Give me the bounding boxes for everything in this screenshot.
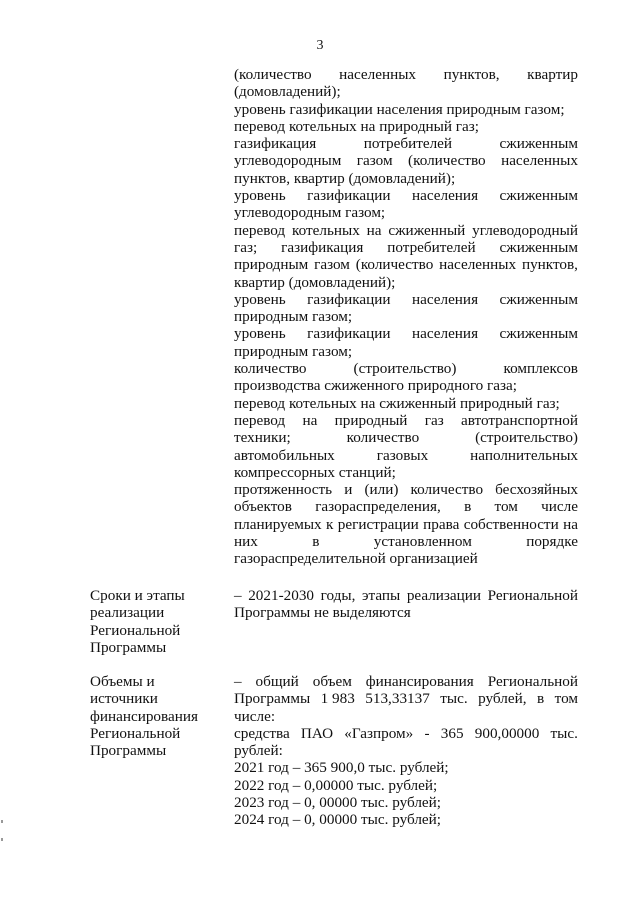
text-line: [234, 222, 578, 239]
word: сжиженным: [499, 187, 578, 205]
word: (количество: [408, 152, 486, 170]
text-line: рублей:: [234, 742, 283, 760]
word: том: [494, 498, 518, 516]
label-line: Программы: [90, 638, 167, 656]
word: 365: [440, 724, 464, 742]
word: установленном: [373, 533, 472, 551]
word: углеводородным: [234, 152, 342, 170]
text-line: [234, 690, 578, 707]
word: тыс.: [550, 724, 578, 742]
word: уровень: [234, 325, 286, 343]
word: на: [302, 411, 318, 429]
word: газификация: [234, 135, 317, 153]
word: газификации: [307, 187, 391, 205]
word: «Газпром»: [344, 724, 414, 742]
word: сжиженный: [388, 221, 466, 239]
word: количество: [234, 360, 307, 378]
word: потребителей: [387, 238, 476, 256]
word: 1 983: [320, 690, 355, 708]
word: Программы: [234, 690, 311, 708]
text-line: 2022 год – 0,00000 тыс. рублей;: [234, 776, 438, 794]
word: автотранспортной: [461, 411, 578, 429]
word: населения: [411, 290, 479, 308]
word: газ;: [234, 238, 258, 256]
word: реализации: [406, 587, 482, 604]
indicators-text-block: [234, 66, 578, 568]
word: газификации: [307, 325, 391, 343]
word: них: [234, 533, 258, 551]
word: 2021-2030: [248, 587, 315, 604]
text-line: квартир (домовладений);: [234, 273, 396, 291]
word: углеводородный: [472, 221, 578, 239]
text-line: [234, 516, 578, 533]
word: наполнительных: [470, 446, 578, 464]
word: Региональной: [487, 587, 578, 604]
text-line: [234, 291, 578, 308]
text-line: [234, 239, 578, 256]
word: природным: [234, 256, 309, 274]
word: населенных: [439, 256, 517, 274]
text-line: компрессорных станций;: [234, 463, 396, 481]
word: газификация: [281, 238, 364, 256]
word: на: [563, 515, 578, 533]
word: порядке: [526, 533, 578, 551]
word: пунктов,: [443, 66, 500, 83]
word: квартир: [527, 66, 578, 83]
word: 513,33137: [365, 690, 430, 708]
word: этапы: [361, 587, 401, 604]
page-number: 3: [316, 38, 324, 53]
text-line: [234, 152, 578, 169]
word: (количество: [234, 66, 312, 83]
text-line: [234, 481, 578, 498]
word: финансирования: [365, 673, 474, 690]
word: котельных: [291, 221, 360, 239]
word: уровень: [234, 290, 286, 308]
word: (или): [364, 481, 399, 499]
word: числе: [541, 498, 578, 516]
word: техники;: [234, 429, 291, 447]
word: права: [423, 515, 460, 533]
word: сжиженным: [499, 238, 578, 256]
word: тыс.: [440, 690, 468, 708]
word: собственности: [463, 515, 559, 533]
word: населения: [411, 187, 479, 205]
text-line: [234, 533, 578, 550]
word: газом: [356, 152, 393, 170]
label-line: Объемы и: [90, 673, 155, 690]
text-line: 2023 год – 0, 00000 тыс. рублей;: [234, 794, 442, 812]
word: перевод: [234, 411, 286, 429]
word: газом: [314, 256, 350, 274]
word: уровень: [234, 187, 286, 205]
text-line: [234, 587, 578, 604]
text-line: уровень газификации населения природным газом;: [234, 100, 565, 118]
word: количество: [410, 481, 484, 499]
text-line: [234, 256, 578, 273]
word: сжиженным: [499, 290, 578, 308]
word: в: [312, 533, 320, 551]
word: газовых: [376, 446, 429, 464]
word: ПАО: [300, 724, 334, 742]
word: объем: [312, 673, 352, 690]
word: пунктов,: [521, 256, 578, 274]
word: объектов: [234, 498, 292, 516]
word: (строительство): [353, 360, 457, 378]
text-line: [234, 447, 578, 464]
word: -: [424, 724, 430, 742]
text-line: перевод котельных на природный газ;: [234, 117, 479, 135]
text-line: газораспределительной организацией: [234, 550, 478, 568]
word: бесхозяйных: [495, 481, 578, 499]
text-line: [234, 325, 578, 342]
text-line: природным газом;: [234, 308, 353, 326]
word: (строительство): [475, 429, 578, 447]
text-line: перевод котельных на сжиженный природный газ;: [234, 394, 560, 412]
word: природный: [334, 411, 408, 429]
text-line: [234, 725, 578, 742]
text-line: пунктов, квартир (домовладений);: [234, 169, 456, 187]
text-line: [234, 66, 578, 83]
word: и: [344, 481, 353, 499]
funding-volumes-text: [234, 673, 578, 829]
word: том: [554, 690, 578, 708]
word: средства: [234, 724, 290, 742]
word: Региональной: [487, 673, 578, 690]
text-line: (домовладений);: [234, 83, 341, 101]
text-line: [234, 429, 578, 446]
word: перевод: [234, 221, 286, 239]
label-line: Региональной: [90, 724, 181, 742]
word: к: [326, 515, 334, 533]
word: газификации: [307, 290, 391, 308]
text-line: [234, 360, 578, 377]
word: населенных: [339, 66, 417, 83]
word: в: [464, 498, 472, 516]
scan-edge-mark: [1, 820, 3, 823]
word: протяженность: [234, 481, 333, 499]
word: на: [366, 221, 382, 239]
word: комплексов: [503, 360, 578, 378]
word: населенных: [501, 152, 578, 170]
label-line: финансирования: [90, 707, 198, 725]
word: общий: [255, 673, 299, 690]
word: годы,: [320, 587, 356, 604]
text-line: числе:: [234, 707, 276, 725]
word: планируемых: [234, 515, 322, 533]
text-line: [234, 187, 578, 204]
text-line: 2021 год – 365 900,0 тыс. рублей;: [234, 759, 449, 777]
text-line: 2024 год – 0, 00000 тыс. рублей;: [234, 811, 442, 829]
word: рублей,: [478, 690, 527, 708]
terms-and-stages-text: [234, 587, 578, 622]
word: –: [234, 587, 242, 604]
text-line: углеводородным газом;: [234, 204, 386, 222]
text-line: [234, 498, 578, 515]
scan-edge-mark: [1, 838, 3, 841]
word: сжиженным: [499, 135, 578, 153]
text-line: природным газом;: [234, 342, 353, 360]
word: газораспределения,: [315, 498, 441, 516]
word: в: [537, 690, 545, 708]
label-line: Программы: [90, 742, 167, 760]
word: –: [234, 673, 242, 690]
word: автомобильных: [234, 446, 335, 464]
word: сжиженным: [499, 325, 578, 343]
word: газ: [424, 411, 444, 429]
label-line: Региональной: [90, 621, 181, 639]
label-funding-volumes: [90, 673, 220, 759]
text-line: [234, 135, 578, 152]
text-line: [234, 412, 578, 429]
label-line: Сроки и этапы: [90, 587, 185, 604]
word: количество: [346, 429, 420, 447]
word: 900,00000: [474, 724, 540, 742]
text-line: [234, 673, 578, 690]
label-line: источники: [90, 690, 158, 708]
text-line: Программы не выделяются: [234, 604, 411, 622]
word: населения: [411, 325, 479, 343]
label-line: реализации: [90, 604, 165, 622]
word: потребителей: [363, 135, 453, 153]
word: регистрации: [337, 515, 419, 533]
word: (количество: [355, 256, 434, 274]
label-terms-and-stages: [90, 587, 220, 656]
text-line: производства сжиженного природного газа;: [234, 377, 517, 395]
